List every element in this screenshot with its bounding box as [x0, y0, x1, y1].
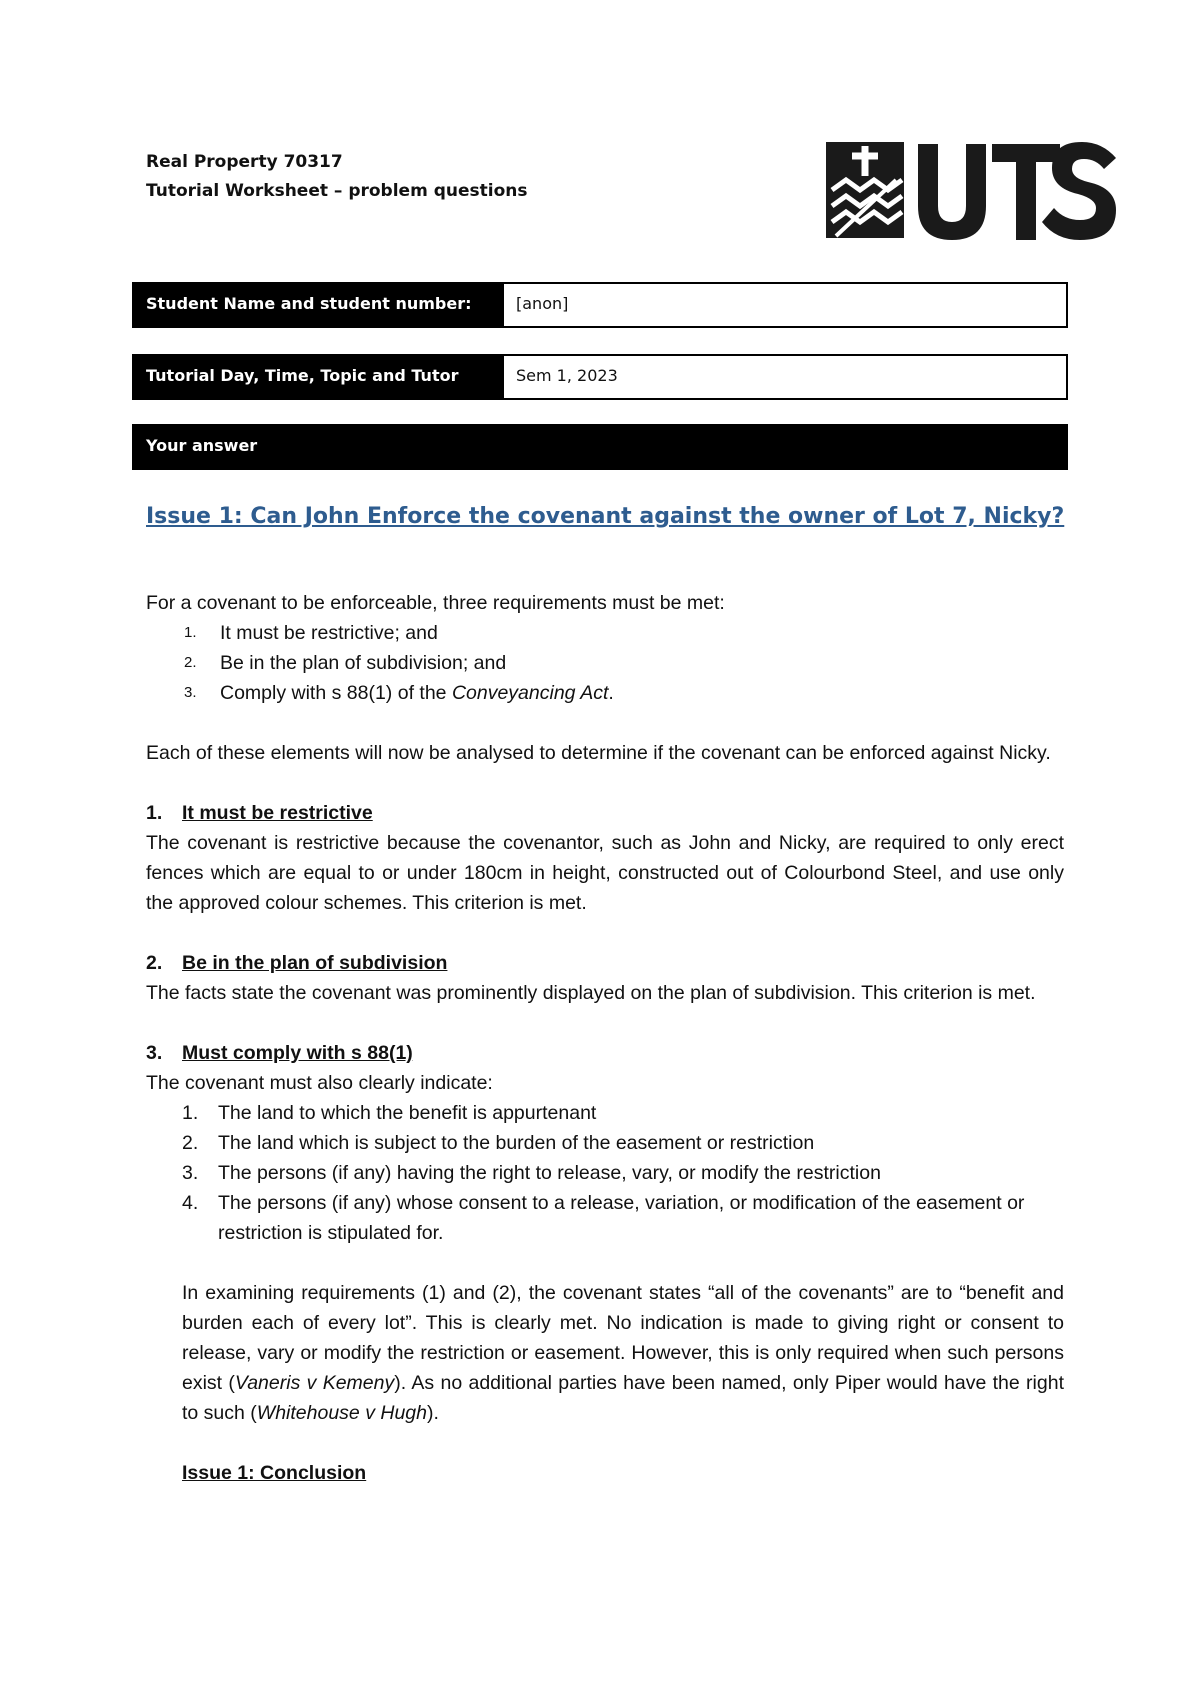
issue-1-heading: Issue 1: Can John Enforce the covenant against the owner of Lot 7, Nicky? — [146, 504, 1065, 529]
list-item: 2. Be in the plan of subdivision; and — [184, 652, 507, 674]
tutorial-row — [132, 354, 1068, 400]
section-body: The covenant is restrictive because the covenantor, such as John and Nicky, are required to only erect fences which are equal to or under 180cm in height, constructed out of Colourbond Steel, and use only the approved colour schemes. This criterion is met. — [146, 832, 1064, 914]
section-heading: Must comply with s 88(1) — [182, 1042, 413, 1064]
section-heading: Be in the plan of subdivision — [182, 952, 448, 974]
list-item: 1. The land to which the benefit is appurtenant — [182, 1102, 597, 1124]
student-name-label: Student Name and student number: — [132, 282, 502, 328]
list-item: 3. The persons (if any) having the right to release, vary, or modify the restriction — [182, 1162, 881, 1184]
uts-crest-icon — [826, 142, 904, 238]
student-name-field[interactable]: [anon] — [502, 282, 1068, 328]
course-title: Real Property 70317 — [146, 152, 343, 172]
list-item: 2. The land which is subject to the burden of the easement or restriction — [182, 1132, 815, 1154]
tutorial-field[interactable]: Sem 1, 2023 — [502, 354, 1068, 400]
list-item: 3. Comply with s 88(1) of the Conveyancing Act. — [184, 682, 614, 704]
issue-1-conclusion-heading: Issue 1: Conclusion — [182, 1462, 367, 1484]
analysis-intro: Each of these elements will now be analysed to determine if the covenant can be enforced against Nicky. — [146, 742, 1051, 764]
section-body: The facts state the covenant was prominently displayed on the plan of subdivision. This criterion is met. — [146, 982, 1036, 1004]
list-item: 4. The persons (if any) whose consent to a release, variation, or modification of the easement or restriction is stipulated for. — [182, 1192, 1025, 1244]
section-restrictive: 1. It must be restrictive The covenant is restrictive because the covenantor, such as John and Nicky, are required to only erect fences which are equal to or under 180cm in height, constructed out of Colourbond Steel, and use only the approved colour schemes. This criterion is met. — [146, 798, 1064, 918]
s88-list — [146, 1098, 1064, 1248]
student-name-row — [132, 282, 1068, 328]
intro-paragraph: For a covenant to be enforceable, three requirements must be met: — [146, 592, 725, 614]
section-heading: It must be restrictive — [182, 802, 373, 824]
tutorial-label: Tutorial Day, Time, Topic and Tutor — [132, 354, 502, 400]
list-item: 1. It must be restrictive; and — [184, 622, 438, 644]
requirements-list — [146, 618, 1064, 708]
document-header — [146, 148, 528, 206]
section-plan-of-subdivision: 2. Be in the plan of subdivision The facts state the covenant was prominently displayed on the plan of subdivision. This criterion is met. — [146, 948, 1064, 1008]
worksheet-title: Tutorial Worksheet – problem questions — [146, 181, 528, 201]
answer-body — [146, 588, 1064, 1488]
your-answer-bar: Your answer — [132, 424, 1068, 470]
examining-paragraph: In examining requirements (1) and (2), the covenant states “all of the covenants” are to “benefit and burden each of every lot”. This is clearly met. No indication is made to giving right or consent to release, vary or modify the restriction or easement. However, this is only required when such persons exist (Vaneris v Kemeny). As no additional parties have been named, only Piper would have the right to such (Whitehouse v Hugh). — [182, 1282, 1064, 1424]
uts-logo — [826, 140, 1120, 244]
section-body: The covenant must also clearly indicate: — [146, 1072, 493, 1094]
section-s88: 3. Must comply with s 88(1) The covenant must also clearly indicate: 1. The land to which the benefit is appurtenant 2. The land which is subject to the burden of the easement or restriction 3. The persons (if any) having the right to release, vary, or modify the restriction 4. The persons (if any) whose consent to a release, variation, or modification of the easement or restriction is stipulated for. — [146, 1038, 1064, 1248]
